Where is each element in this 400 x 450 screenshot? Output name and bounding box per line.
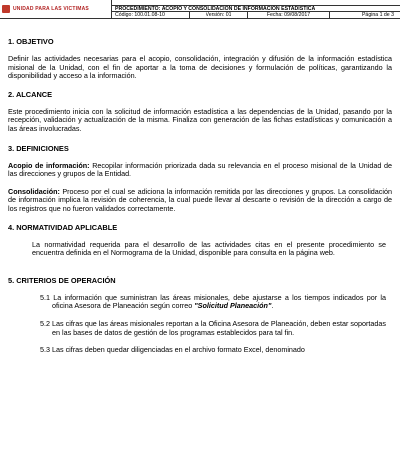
section-title-alcance: 2. ALCANCE — [8, 89, 53, 99]
document-header — [0, 0, 400, 22]
section-title-definiciones: 3. DEFINICIONES — [8, 143, 69, 153]
definition-acopio-term: Acopio de información: — [8, 160, 90, 170]
definition-acopio — [8, 162, 392, 179]
doc-date-text: Fecha: 09/08/2017 — [266, 12, 311, 18]
section-title-objetivo: 1. OBJETIVO — [8, 37, 54, 46]
doc-page-text: Página 1 de 3 — [361, 12, 394, 18]
procedure-title: PROCEDIMIENTO: ACOPIO Y CONSOLIDACIÓN DE INFORMACIÓN ESTADÍSTICA — [115, 5, 316, 12]
definition-acopio-text: Recopilar información priorizada dada su relevancia en el proceso misional de la Unidad de las direcciones y grupos de la Entidad. — [8, 160, 392, 179]
doc-date — [248, 12, 330, 18]
header-meta-row — [112, 12, 400, 19]
doc-version-text: Versión: 01 — [205, 12, 232, 18]
section-title-normatividad: 4. NORMATIVIDAD APLICABLE — [8, 222, 118, 232]
document-body — [8, 37, 392, 355]
entity-logo — [0, 0, 112, 19]
logo-text: UNIDAD PARA LAS VÍCTIMAS — [13, 6, 89, 12]
doc-code-text: Código: 100.01.08-10 — [115, 12, 165, 18]
doc-page — [330, 12, 400, 18]
definition-consolidacion-text: Proceso por el cual se adiciona la información remitida por las direcciones y grupos. La consolidación de información implica la revisión de coherencia, la cual puede llevar al descarte o revisión de la dirección a cargo de los registros que no fueron validados correctamente. — [8, 186, 392, 213]
criterio-5-1-end: . — [271, 301, 274, 311]
criterio-5-1 — [40, 294, 386, 311]
criterio-5-1-text: 5.1 La información que suministran las áreas misionales, debe ajustarse a los tiempos indicados por la oficina Asesora de Planeación según correo — [40, 292, 386, 311]
criterio-5-3: 5.3 Las cifras deben quedar diligenciadas en el archivo formato Excel, denominado — [40, 345, 305, 355]
definition-consolidacion — [8, 188, 392, 214]
objetivo-text: Definir las actividades necesarias para el acopio, consolidación, integración y difusión de la información estadística misional de la Unidad, con el fin de aportar a la toma de decisiones y formulación de políticas, garantizando la disponibilidad y acceso a la información. — [8, 54, 392, 81]
alcance-text: Este procedimiento inicia con la solicitud de información estadística a las dependencias de la Unidad, pasando por la recepción, validación y actualización de la misma. Finaliza con generación de las fichas estadísticas y comunicación a las áreas involucradas. — [8, 106, 392, 133]
normatividad-text: La normatividad requerida para el desarrollo de las actividades citas en el presente procedimiento se encuentra definida en el Normograma de la Unidad, disponible para consulta en la página web. — [32, 239, 386, 258]
logo-emblem-icon — [2, 5, 10, 13]
doc-code — [112, 12, 190, 18]
doc-version — [190, 12, 248, 18]
section-title-criterios: 5. CRITERIOS DE OPERACIÓN — [8, 275, 116, 285]
definition-consolidacion-term: Consolidación: — [8, 186, 60, 196]
criterio-5-2: 5.2 Las cifras que las áreas misionales reportan a la Oficina Asesora de Planeación, deben estar soportadas en las bases de datos de gestión de los programas establecidos para tal fin. — [40, 318, 386, 337]
criterio-5-1-emphasis: "Solicitud Planeación" — [194, 301, 272, 311]
